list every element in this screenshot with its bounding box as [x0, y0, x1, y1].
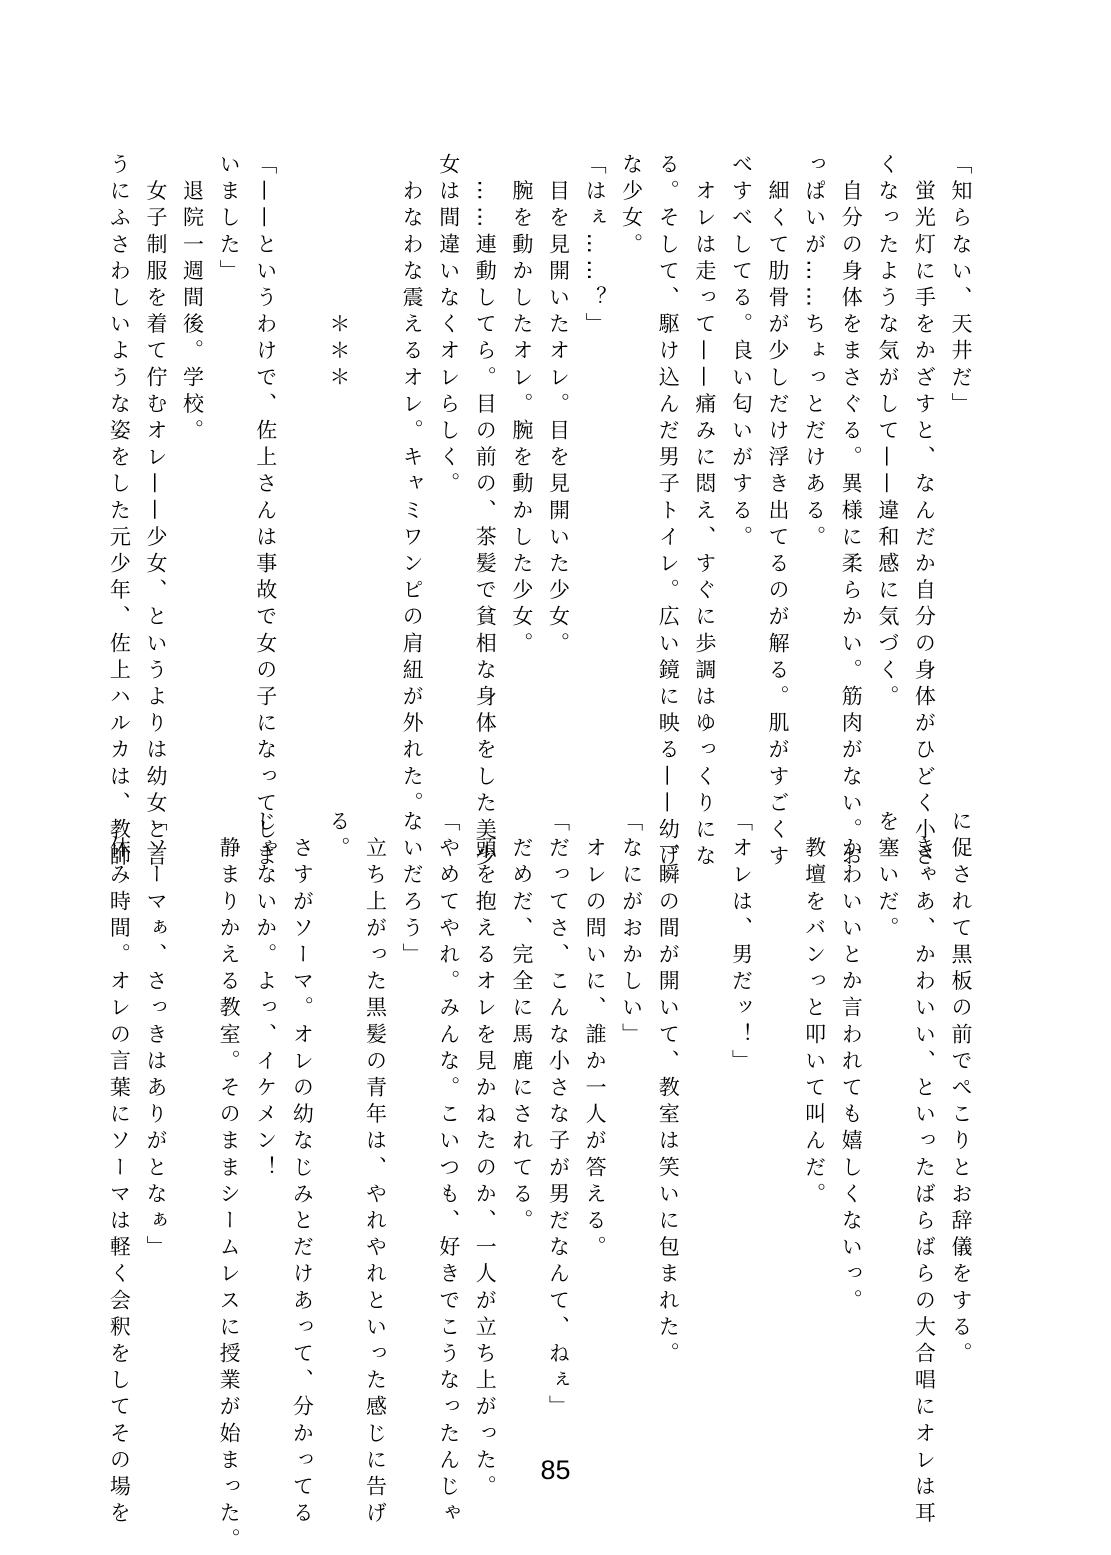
- text-line: べすべしてる。良い匂いがする。: [729, 153, 754, 552]
- text-line: 細くて肋骨が少しだけ浮き出てるのが解る。肌がすごくす: [766, 153, 791, 872]
- text-block-top: [107, 153, 979, 872]
- text-line: 休み時間。オレの言葉にソーマは軽く会釈をしてその場を: [107, 810, 132, 1529]
- text-line: 「はぇ……？」: [583, 153, 608, 340]
- text-line: 女は間違いなくオレらしく。: [436, 153, 461, 499]
- text-line: 腕を動かしたオレ。腕を動かした少女。: [509, 153, 534, 659]
- text-line: 蛍光灯に手をかざすと、なんだか自分の身体がひどく小さ: [912, 153, 937, 872]
- text-line: じゃないか。よっ、イケメン！: [253, 810, 278, 1183]
- text-line: 女子制服を着て佇むオレ——少女、というよりは幼女と言: [143, 153, 168, 872]
- text-line: 「だってさ、こんな小さな子が男だなんて、ねぇ」: [546, 810, 571, 1422]
- text-line: 「なにがおかしい」: [619, 810, 644, 1050]
- text-line: さすがソーマ。オレの幼なじみとだけあって、分かってる: [290, 810, 315, 1529]
- text-line: 頭を抱えるオレを見かねたのか、一人が立ち上がった。: [473, 810, 498, 1502]
- text-line: 「知らない、天井だ」: [949, 153, 973, 419]
- text-line: オレの問いに、誰か一人が答える。: [583, 810, 608, 1263]
- text-line: ないだろう」: [400, 810, 425, 970]
- text-line: っぱいが……ちょっとだけある。: [802, 153, 827, 552]
- text-line: ……連動してら。目の前の、茶髪で貧相な身体をした美少: [473, 153, 498, 872]
- text-line: る。: [326, 810, 351, 864]
- text-line: [174, 810, 211, 1390]
- text-line: 自分の身体をまさぐる。異様に柔らかい。筋肉がない。お: [839, 153, 864, 872]
- text-line: うにふさわしいような姿をした元少年、佐上ハルカは、教師: [107, 153, 132, 872]
- text-line: [759, 810, 796, 1390]
- text-line: な少女。: [619, 153, 644, 260]
- text-line: かわいいとか言われても嬉しくないっ。: [839, 810, 864, 1316]
- text-line: 「やめてやれ。みんな。こいつも、好きでこうなったんじゃ: [436, 810, 461, 1529]
- text-line: きゃあ、かわいい、といったばらばらの大合唱にオレは耳: [912, 810, 937, 1529]
- text-line: 静まりかえる教室。そのままシームレスに授業が始まった。: [217, 810, 242, 1555]
- text-line: に促されて黒板の前でぺこりとお辞儀をする。: [949, 810, 973, 1369]
- text-line: 「ソーマぁ、さっきはありがとなぁ」: [143, 810, 168, 1263]
- text-line: 「オレは、男だッ！」: [729, 810, 754, 1076]
- text-line: だめだ、完全に馬鹿にされてる。: [509, 810, 534, 1236]
- text-line: 一瞬の間が開いて、教室は笑いに包まれた。: [656, 810, 681, 1369]
- text-line: 目を見開いたオレ。目を見開いた少女。: [546, 153, 571, 659]
- text-line: を塞いだ。: [875, 810, 900, 943]
- text-line: オレは走って——痛みに悶え、すぐに歩調はゆっくりにな: [692, 153, 717, 872]
- text-line: 退院一週間後。学校。: [180, 153, 205, 446]
- text-line: る。そして、駆け込んだ男子トイレ。広い鏡に映る——幼げ: [656, 153, 681, 872]
- text-line: ＊＊＊: [326, 153, 351, 393]
- text-line: くなったような気がして——違和感に気づく。: [875, 153, 900, 712]
- text-line: 「——というわけで、佐上さんは事故で女の子になってしま: [253, 153, 278, 872]
- text-line: わなわな震えるオレ。キャミワンピの肩紐が外れた。: [400, 153, 425, 818]
- text-line: 教壇をバンっと叩いて叫んだ。: [802, 810, 827, 1209]
- text-line: [357, 153, 394, 713]
- text-line: 立ち上がった黒髪の青年は、やれやれといった感じに告げ: [363, 810, 388, 1529]
- text-line: [284, 153, 321, 713]
- page-number: 85: [540, 1455, 571, 1485]
- text-line: [686, 810, 723, 1390]
- text-line: いました」: [217, 153, 242, 286]
